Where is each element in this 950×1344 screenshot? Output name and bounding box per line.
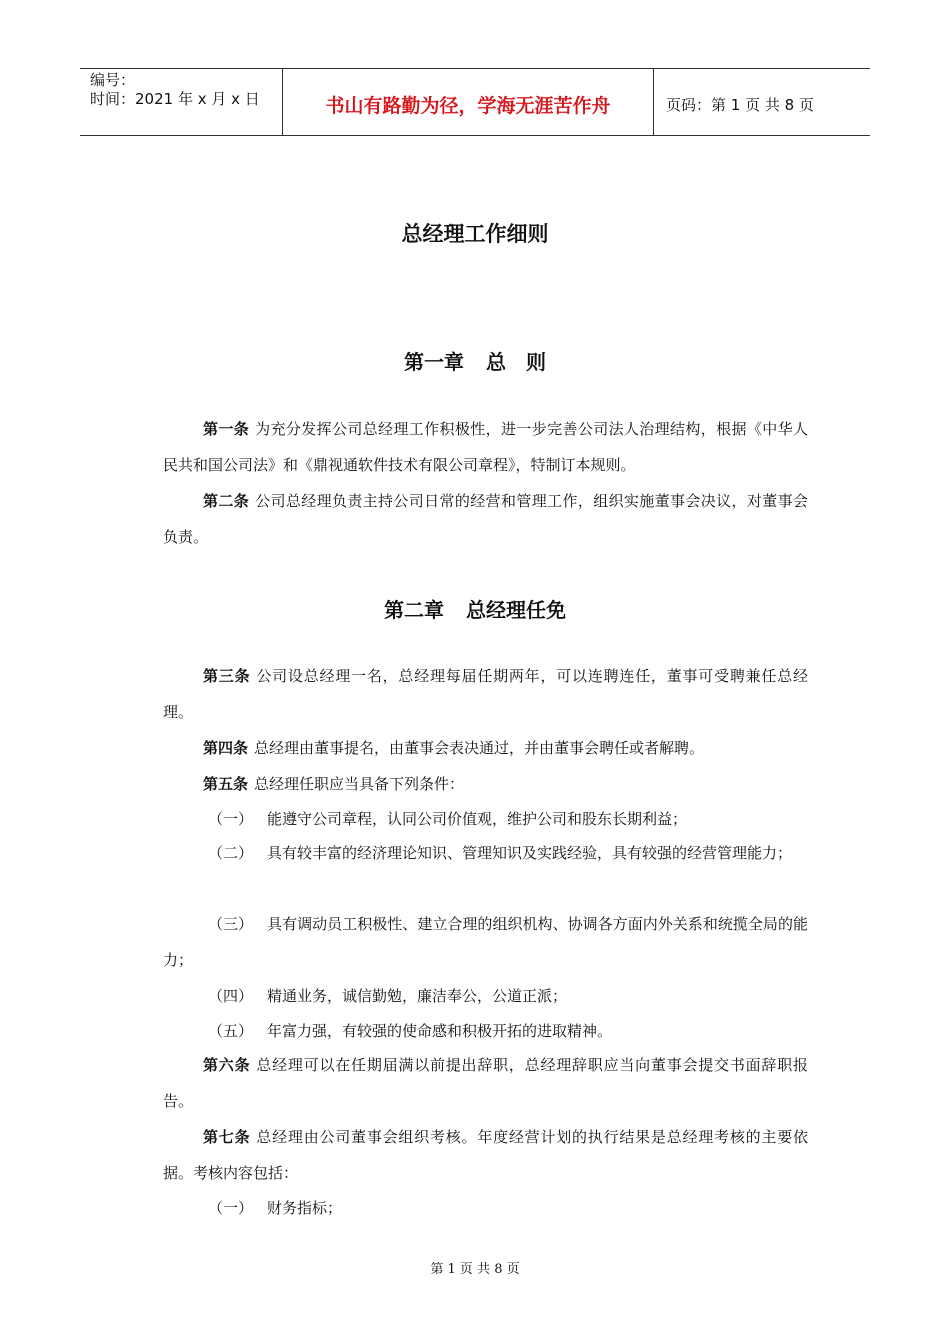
chapter-heading bbox=[0, 346, 950, 375]
article bbox=[163, 411, 808, 483]
article-label: 第四条 bbox=[203, 739, 249, 757]
date-label: 时间：2021 年 x 月 x 日 bbox=[90, 90, 260, 108]
chapter-number: 第一章 bbox=[404, 350, 464, 374]
article bbox=[163, 730, 808, 766]
article-text: 总经理任职应当具备下列条件： bbox=[254, 775, 465, 793]
article-text: 总经理由公司董事会组织考核。年度经营计划的执行结果是总经理考核的主要依据。考核内容包括： bbox=[163, 1128, 808, 1182]
item-text: 能遵守公司章程，认同公司价值观，维护公司和股东长期利益； bbox=[267, 810, 688, 828]
page-footer: 第 1 页 共 8 页 bbox=[430, 1262, 520, 1277]
article bbox=[163, 1119, 808, 1191]
page-header bbox=[80, 68, 870, 136]
item-text: 精通业务，诚信勤勉，廉洁奉公，公道正派； bbox=[267, 987, 568, 1005]
chapter-name: 总 则 bbox=[486, 350, 546, 374]
article-text: 公司总经理负责主持公司日常的经营和管理工作，组织实施董事会决议，对董事会负责。 bbox=[163, 492, 808, 546]
item-number: （三） bbox=[208, 915, 254, 933]
list-item bbox=[163, 1190, 808, 1226]
chapter-number: 第二章 bbox=[384, 598, 444, 622]
header-motto: 书山有路勤为径，学海无涯苦作舟 bbox=[282, 69, 654, 135]
article bbox=[163, 658, 808, 730]
list-item bbox=[163, 801, 808, 837]
list-item bbox=[163, 906, 808, 978]
item-number: （四） bbox=[208, 987, 254, 1005]
article-label: 第七条 bbox=[203, 1128, 251, 1146]
article-label: 第二条 bbox=[203, 492, 250, 510]
article-text: 总经理可以在任期届满以前提出辞职，总经理辞职应当向董事会提交书面辞职报告。 bbox=[163, 1056, 808, 1110]
item-text: 具有较丰富的经济理论知识、管理知识及实践经验，具有较强的经营管理能力； bbox=[267, 844, 793, 862]
article-label: 第五条 bbox=[203, 775, 249, 793]
article-label: 第三条 bbox=[203, 667, 251, 685]
item-number: （一） bbox=[208, 810, 254, 828]
article-text: 公司设总经理一名，总经理每届任期两年，可以连聘连任，董事可受聘兼任总经理。 bbox=[163, 667, 808, 721]
article bbox=[163, 766, 808, 802]
header-page-number: 页码：第 1 页 共 8 页 bbox=[666, 95, 814, 114]
item-text: 具有调动员工积极性、建立合理的组织机构、协调各方面内外关系和统揽全局的能力； bbox=[163, 915, 808, 969]
article-label: 第六条 bbox=[203, 1056, 251, 1074]
list-item bbox=[163, 978, 808, 1014]
item-number: （一） bbox=[208, 1199, 254, 1217]
item-number: （二） bbox=[208, 844, 254, 862]
item-text: 年富力强，有较强的使命感和积极开拓的进取精神。 bbox=[267, 1022, 613, 1040]
article-label: 第一条 bbox=[203, 420, 250, 438]
list-item bbox=[163, 835, 808, 871]
article-text: 总经理由董事提名，由董事会表决通过，并由董事会聘任或者解聘。 bbox=[254, 739, 705, 757]
document-title: 总经理工作细则 bbox=[401, 222, 549, 246]
header-meta bbox=[80, 69, 282, 135]
list-item bbox=[163, 1013, 808, 1049]
serial-label: 编号： bbox=[90, 71, 136, 89]
item-text: 财务指标； bbox=[267, 1199, 343, 1217]
article bbox=[163, 483, 808, 555]
article bbox=[163, 1047, 808, 1119]
chapter-heading bbox=[0, 594, 950, 623]
chapter-name: 总经理任免 bbox=[466, 598, 566, 622]
article-text: 为充分发挥公司总经理工作积极性，进一步完善公司法人治理结构，根据《中华人民共和国公司法》和《鼎视通软件技术有限公司章程》，特制订本规则。 bbox=[163, 420, 808, 474]
item-number: （五） bbox=[208, 1022, 254, 1040]
